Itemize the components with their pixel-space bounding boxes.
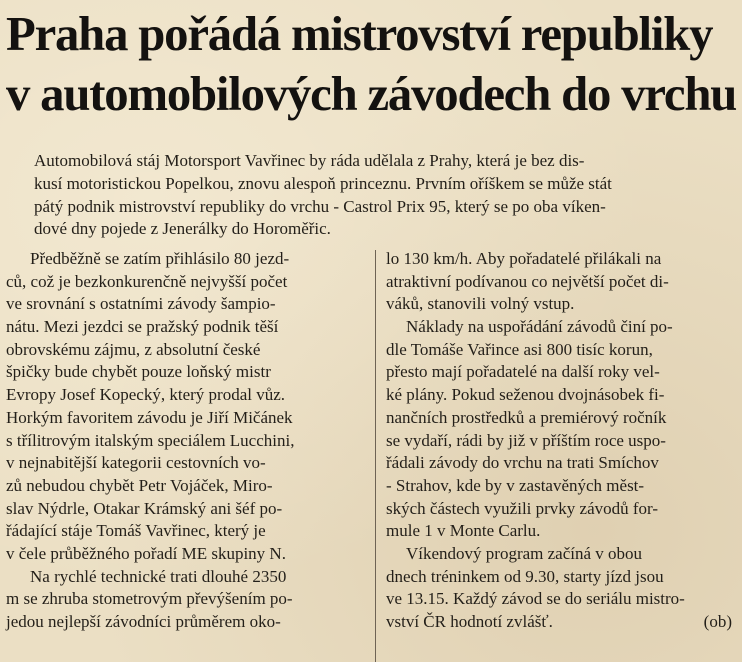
body-line: m se zhruba stometrovým převýšením po- bbox=[6, 589, 293, 609]
body-line: Evropy Josef Kopecký, který prodal vůz. bbox=[6, 385, 286, 405]
body-line: Náklady na uspořádání závodů činí po- bbox=[406, 317, 673, 337]
body-line: dnech tréninkem od 9.30, starty jízd jsou bbox=[386, 566, 664, 586]
body-line: ké plány. Pokud seženou dvojnásobek fi- bbox=[386, 385, 665, 405]
lead-text: Automobilová stáj Motorsport Vavřinec by ráda udělala z Prahy, která je bez dis- bbox=[34, 151, 585, 170]
body-line: Horkým favoritem závodu je Jiří Mičánek bbox=[6, 407, 293, 427]
body-line: v čele průběžného pořadí ME skupiny N. bbox=[6, 543, 286, 563]
left-column bbox=[6, 248, 362, 634]
body-line: přesto mají pořadatelé na další roky vel- bbox=[386, 362, 660, 382]
body-line: s třílitrovým italským speciálem Lucchini, bbox=[6, 430, 295, 450]
body-line: ských částech využili prvky závodů for- bbox=[386, 498, 659, 518]
headline-line: v automobilových závodech do vrchu bbox=[6, 66, 737, 121]
body-line: ců, což je bezkonkurenčně nejvyšší počet bbox=[6, 271, 288, 291]
body-line: Na rychlé technické trati dlouhé 2350 bbox=[30, 566, 287, 586]
body-text: vství ČR hodnotí zvlášť. bbox=[386, 612, 553, 631]
body-line: řádali závody do vrchu na trati Smíchov bbox=[386, 453, 659, 473]
body-line-final bbox=[386, 611, 732, 634]
column-rule bbox=[375, 250, 376, 662]
body-line: mule 1 v Monte Carlu. bbox=[386, 521, 541, 541]
body-line: v nejnabitější kategorii cestovních vo- bbox=[6, 453, 266, 473]
body-line: ve 13.15. Každý závod se do seriálu mistro- bbox=[386, 589, 685, 609]
body-line: jedou nejlepší závodníci průměrem oko- bbox=[6, 612, 281, 631]
body-line: špičky bude chybět pouze loňský mistr bbox=[6, 362, 271, 382]
body-line: se vydaří, rádi by již v příštím roce uspo- bbox=[386, 430, 666, 450]
body-line: lo 130 km/h. Aby pořadatelé přilákali na bbox=[386, 249, 662, 268]
lead-paragraph bbox=[34, 150, 730, 241]
body-line: nančních prostředků a premiérový ročník bbox=[386, 407, 667, 427]
lead-line: dové dny pojede z Jenerálky do Horoměřic. bbox=[34, 219, 331, 239]
body-line: Předběžně se zatím přihlásilo 80 jezd- bbox=[30, 249, 290, 268]
body-line: váků, stanovili volný vstup. bbox=[386, 294, 575, 314]
headline bbox=[6, 4, 737, 124]
body-line: nátu. Mezi jezdci se pražský podnik těší bbox=[6, 317, 279, 337]
body-line: Víkendový program začíná v obou bbox=[406, 543, 643, 563]
lead-line: pátý podnik mistrovství republiky do vrchu - Castrol Prix 95, který se po oba víken- bbox=[34, 196, 606, 216]
lead-line bbox=[34, 150, 730, 173]
body-line: obrovskému zájmu, z absolutní české bbox=[6, 339, 261, 359]
body-line: ve srovnání s ostatními závody šampio- bbox=[6, 294, 276, 314]
right-column bbox=[386, 248, 732, 634]
lead-line: kusí motoristickou Popelkou, znovu alespoň princeznu. Prvním oříškem se může stát bbox=[34, 173, 612, 193]
body-line: zů nebudou chybět Petr Vojáček, Miro- bbox=[6, 475, 273, 495]
body-line: dle Tomáše Vařince asi 800 tisíc korun, bbox=[386, 339, 653, 359]
body-line: atraktivní podívanou co největší počet di- bbox=[386, 271, 669, 291]
headline-line: Praha pořádá mistrovství republiky bbox=[6, 6, 713, 61]
body-line: řádající stáje Tomáš Vavřinec, který je bbox=[6, 521, 266, 541]
body-line: slav Nýdrle, Otakar Krámský ani šéf po- bbox=[6, 498, 283, 518]
author-signature: (ob) bbox=[703, 612, 732, 631]
body-line: - Strahov, kde by v zastavěných měst- bbox=[386, 475, 645, 495]
